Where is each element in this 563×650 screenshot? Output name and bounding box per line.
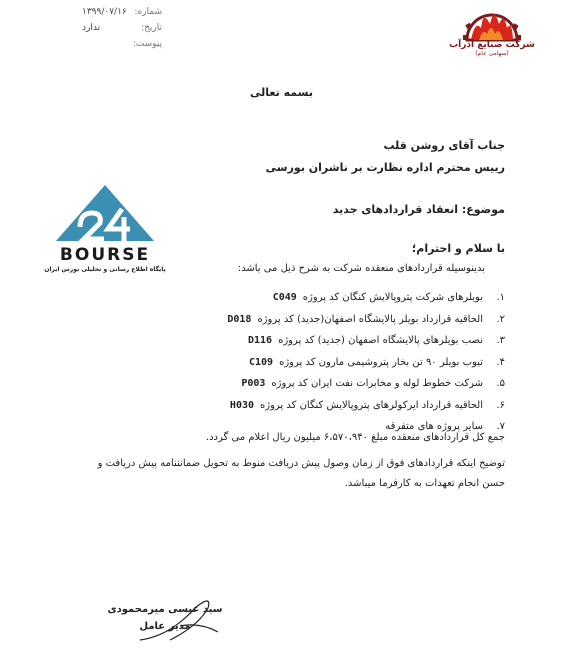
recipient-title: رییس محترم اداره نظارت بر ناشران بورسی xyxy=(265,161,505,174)
contract-item xyxy=(85,330,505,352)
recipient-name: جناب آقای روشن قلب xyxy=(383,139,505,152)
company-type: (سهامی عام) xyxy=(475,50,509,57)
bourse-subtitle: پایگاه اطلاع رسانی و تحلیلی بورس ایران xyxy=(44,266,166,273)
contract-item-text: سایر پروژه های متفرقه xyxy=(385,421,483,433)
attachment-label: پیوست: xyxy=(132,39,162,49)
bourse-mountain-icon xyxy=(50,183,160,245)
contract-item-text: الحاقیه قرارداد ایرکولرهای پتروپالایش کنگان کد پروژه xyxy=(260,399,483,411)
intro-text: بدینوسیله قراردادهای منعقده شرکت به شرح ذیل می باشد: xyxy=(237,263,485,274)
recipient-block xyxy=(85,135,505,179)
letter-subject: موضوع: انعقاد قراردادهای جدید xyxy=(332,203,505,216)
total-text: جمع کل قراردادهای منعقده مبلغ ۶،۵۷۰،۹۴۰ میلیون ریال اعلام می گردد. xyxy=(205,432,505,443)
project-code: D116 xyxy=(248,335,273,347)
besmellah: بسمه تعالی xyxy=(250,86,313,99)
contract-item xyxy=(85,287,505,309)
note-text: توضیح اینکه قراردادهای فوق از زمان وصول پیش دریافت منوط به تحویل ضمانتنامه پیش دریافت و حسن انجام تعهدات به کارفرما میباشد. xyxy=(97,458,505,489)
project-code: D018 xyxy=(227,313,252,325)
contract-item-text: الحاقیه قرارداد بویلر پالایشگاه اصفهان(جدید) کد پروژه xyxy=(257,313,483,325)
project-code: C109 xyxy=(248,356,274,368)
contract-item-text: نصب بویلرهای پالایشگاه اصفهان (جدید) کد پروژه xyxy=(278,335,483,347)
signatory-title: مدیر عامل xyxy=(139,621,191,632)
contract-item-text: بویلرهای شرکت پتروپالایش کنگان کد پروژه xyxy=(302,292,483,304)
greeting: با سلام و احترام؛ xyxy=(411,242,505,255)
date-label: تاریخ: xyxy=(141,23,162,33)
bourse-logo xyxy=(30,183,180,273)
contract-item-number: ۲. xyxy=(496,313,505,325)
contract-item-number: ۷. xyxy=(496,421,505,433)
project-code: H030 xyxy=(229,399,255,411)
number-label: شماره: xyxy=(134,7,162,17)
flame-gear-icon xyxy=(457,2,527,42)
contract-item-text: شرکت خطوط لوله و مخابرات نفت ایران کد پروژه xyxy=(271,378,483,390)
project-code: P003 xyxy=(241,378,266,390)
letter-meta xyxy=(82,4,162,52)
company-logo xyxy=(427,2,557,62)
contract-item xyxy=(85,309,505,331)
bourse-wordmark: BOURSE xyxy=(59,245,151,265)
signature xyxy=(100,596,230,646)
contract-item-number: ۵. xyxy=(496,378,505,390)
signatory-name: سید عیسی میرمحمودی xyxy=(107,604,223,615)
contract-item-number: ۳. xyxy=(496,335,505,347)
contract-item-number: ۶. xyxy=(496,399,505,411)
date-value: ندارد xyxy=(82,23,101,33)
contract-item-number: ۱. xyxy=(496,292,505,304)
company-name: شرکت صنایع آذرآب xyxy=(449,40,535,50)
contract-item-number: ۴. xyxy=(496,356,505,368)
contract-list xyxy=(85,287,505,438)
number-value: ۱۳۹۹/۰۷/۱۶ xyxy=(82,7,127,17)
project-code: C049 xyxy=(272,292,297,304)
contract-item xyxy=(85,395,505,417)
contract-item-text: تیوب بویلر ۹۰ تن بخار پتروشیمی مارون کد پروژه xyxy=(279,356,483,368)
contract-item xyxy=(85,352,505,374)
contract-item xyxy=(85,373,505,395)
